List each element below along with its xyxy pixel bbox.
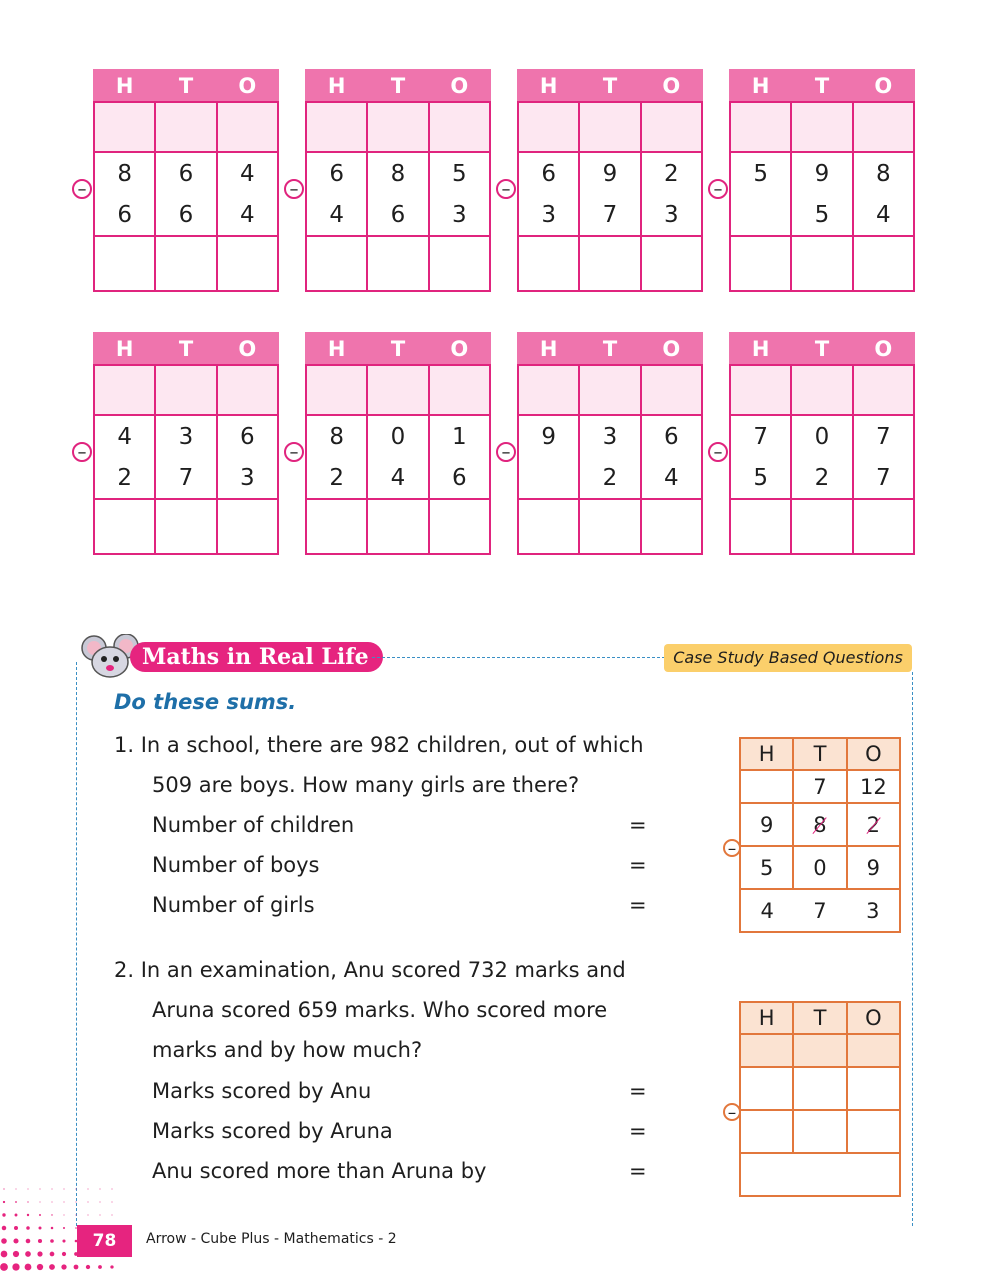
- col-header: O: [429, 333, 490, 365]
- dot: [64, 1189, 65, 1190]
- answer-cell: [730, 499, 791, 554]
- bottom-digit: 6: [94, 194, 155, 236]
- dot: [110, 1265, 113, 1268]
- section-title: Maths in Real Life: [130, 642, 383, 672]
- bottom-digit: 2: [791, 457, 852, 499]
- dot: [27, 1214, 29, 1216]
- dot: [51, 1214, 52, 1215]
- minus-sign-icon: –: [496, 179, 516, 199]
- carry-cell: [155, 365, 216, 415]
- answer-cell: [306, 499, 367, 554]
- answer-cell: [579, 499, 640, 554]
- struck-digit: 8: [813, 812, 827, 837]
- bottom-digit: 3: [217, 457, 278, 499]
- dot: [40, 1189, 41, 1190]
- dot: [15, 1214, 18, 1217]
- section-banner: [80, 638, 369, 674]
- dashed-border-right: [912, 672, 913, 1226]
- carry-cell: [518, 365, 579, 415]
- q2-row-label: Marks scored by Aruna: [152, 1119, 393, 1143]
- dot: [12, 1263, 19, 1270]
- instruction: Do these sums.: [114, 690, 297, 714]
- q2-line2: Aruna scored 659 marks. Who scored more: [152, 998, 608, 1022]
- dot: [39, 1214, 41, 1216]
- carry-cell: [730, 365, 791, 415]
- col-header: T: [155, 70, 216, 102]
- carry-cell: [847, 1034, 900, 1067]
- top-digit: 6: [217, 415, 278, 457]
- empty-cell: [793, 1067, 846, 1110]
- carry-cell: [429, 365, 490, 415]
- col-header: H: [306, 70, 367, 102]
- empty-cell: [847, 1110, 900, 1153]
- top-digit: 0: [791, 415, 852, 457]
- dot: [2, 1213, 5, 1216]
- carry-cell: [217, 365, 278, 415]
- col-header: H: [94, 333, 155, 365]
- hto-grid: [77, 332, 279, 555]
- answer-cell: [306, 236, 367, 291]
- dot: [1, 1238, 7, 1244]
- answer-cell: [155, 236, 216, 291]
- top-digit: 9: [791, 152, 852, 194]
- answer-cell: [367, 499, 428, 554]
- bottom-digit: 4: [641, 457, 702, 499]
- carry-cell: [579, 102, 640, 152]
- bottom-digit: 0: [793, 846, 846, 889]
- col-header: H: [518, 70, 579, 102]
- minus-sign-icon: –: [72, 442, 92, 462]
- answer-cell: [94, 499, 155, 554]
- q1-row-eq: =: [629, 893, 647, 917]
- col-header: H: [730, 333, 791, 365]
- bottom-digit: 9: [847, 846, 900, 889]
- q2-row-eq: =: [629, 1079, 647, 1103]
- answer-cell: [155, 499, 216, 554]
- carry-cell: [306, 365, 367, 415]
- col-header: O: [217, 333, 278, 365]
- top-digit: 8: [94, 152, 155, 194]
- col-header: H: [730, 70, 791, 102]
- answer-cell: [791, 236, 852, 291]
- carry-cell: [429, 102, 490, 152]
- col-header: H: [518, 333, 579, 365]
- q1-row-eq: =: [629, 853, 647, 877]
- dot: [76, 1189, 77, 1190]
- carry-cell: [740, 1034, 793, 1067]
- dot: [112, 1202, 113, 1203]
- hto-grid: [713, 332, 915, 555]
- answer-cell: [853, 236, 914, 291]
- carry-cell: [641, 102, 702, 152]
- col-header: T: [793, 1002, 846, 1034]
- dot: [14, 1226, 18, 1230]
- top-digit: 1: [429, 415, 490, 457]
- dot: [62, 1239, 65, 1242]
- dot: [64, 1215, 65, 1216]
- dot: [100, 1215, 101, 1216]
- carry-cell: 12: [847, 770, 900, 803]
- carry-cell: [94, 365, 155, 415]
- col-header: T: [367, 70, 428, 102]
- bottom-digit: 5: [791, 194, 852, 236]
- answer-cell: [641, 499, 702, 554]
- q1-row-label: Number of boys: [152, 853, 320, 877]
- carry-cell: [791, 102, 852, 152]
- col-header: T: [791, 70, 852, 102]
- dot: [50, 1252, 55, 1257]
- carry-cell: [579, 365, 640, 415]
- carry-cell: [94, 102, 155, 152]
- dot: [112, 1215, 113, 1216]
- top-digit: 5: [429, 152, 490, 194]
- answer-cell: [518, 499, 579, 554]
- answer-cell: [791, 499, 852, 554]
- col-header: O: [847, 1002, 900, 1034]
- dot: [76, 1202, 77, 1203]
- minus-sign-icon: –: [708, 179, 728, 199]
- col-header: T: [793, 738, 846, 770]
- top-digit: 5: [730, 152, 791, 194]
- answer-cell: [641, 236, 702, 291]
- bottom-digit: 7: [155, 457, 216, 499]
- empty-cell: [740, 1110, 793, 1153]
- dot: [76, 1215, 77, 1216]
- col-header: H: [306, 333, 367, 365]
- col-header: O: [641, 70, 702, 102]
- top-digit: 6: [518, 152, 579, 194]
- col-header: T: [791, 333, 852, 365]
- dot: [51, 1227, 54, 1230]
- top-digit: 9: [518, 415, 579, 457]
- hto-grid: [289, 69, 491, 292]
- carry-cell: [793, 1034, 846, 1067]
- q1-row-label: Number of girls: [152, 893, 315, 917]
- bottom-digit: 2: [94, 457, 155, 499]
- carry-cell: 7: [793, 770, 846, 803]
- dashed-border-top: [372, 657, 670, 658]
- carry-cell: [367, 365, 428, 415]
- q1-hto-table: [739, 737, 901, 933]
- dot: [52, 1202, 53, 1203]
- bottom-digit: [730, 194, 791, 236]
- dot: [26, 1239, 31, 1244]
- dot: [74, 1265, 79, 1270]
- top-digit: 6: [155, 152, 216, 194]
- carry-cell: [791, 365, 852, 415]
- answer-cell: [853, 499, 914, 554]
- top-digit: 8: [367, 152, 428, 194]
- top-digit: 8: [306, 415, 367, 457]
- dot: [28, 1189, 29, 1190]
- dot: [1, 1251, 8, 1258]
- answer-cell: [94, 236, 155, 291]
- hto-grid: [713, 69, 915, 292]
- dot: [49, 1264, 55, 1270]
- col-header: H: [740, 738, 793, 770]
- carry-cell: [853, 102, 914, 152]
- bottom-digit: 5: [740, 846, 793, 889]
- dot: [88, 1202, 89, 1203]
- dot: [0, 1263, 8, 1271]
- carry-cell: [730, 102, 791, 152]
- answer-cell: [217, 236, 278, 291]
- q1-row-eq: =: [629, 813, 647, 837]
- bottom-digit: 6: [429, 457, 490, 499]
- answer-cell: [518, 236, 579, 291]
- bottom-digit: 4: [306, 194, 367, 236]
- bottom-digit: 2: [306, 457, 367, 499]
- dot: [25, 1264, 32, 1271]
- dot: [64, 1202, 65, 1203]
- minus-sign-icon: –: [496, 442, 516, 462]
- answer-cell: [730, 236, 791, 291]
- bottom-digit: 4: [853, 194, 914, 236]
- col-header: O: [217, 70, 278, 102]
- bottom-digit: 4: [217, 194, 278, 236]
- minus-sign-icon: –: [708, 442, 728, 462]
- minus-sign-icon: –: [723, 839, 741, 857]
- bottom-digit: 7: [853, 457, 914, 499]
- minus-sign-icon: –: [72, 179, 92, 199]
- answer-cell: [429, 236, 490, 291]
- carry-cell: [641, 365, 702, 415]
- bottom-digit: 3: [518, 194, 579, 236]
- carry-cell: [740, 770, 793, 803]
- col-header: O: [853, 333, 914, 365]
- answer-cell: [217, 499, 278, 554]
- col-header: H: [740, 1002, 793, 1034]
- dot: [2, 1226, 7, 1231]
- top-digit: [847, 803, 900, 846]
- bottom-digit: 5: [730, 457, 791, 499]
- col-header: O: [429, 70, 490, 102]
- dot: [62, 1252, 66, 1256]
- hto-grid: [289, 332, 491, 555]
- col-header: O: [853, 70, 914, 102]
- answer-cell: [367, 236, 428, 291]
- dot: [38, 1239, 42, 1243]
- col-header: O: [847, 738, 900, 770]
- dot: [112, 1189, 113, 1190]
- dot: [37, 1264, 43, 1270]
- dot: [39, 1227, 42, 1230]
- top-digit: 4: [94, 415, 155, 457]
- minus-sign-icon: –: [284, 442, 304, 462]
- top-digit: 8: [853, 152, 914, 194]
- bottom-digit: 2: [579, 457, 640, 499]
- dot: [50, 1239, 54, 1243]
- q2-line1: 2. In an examination, Anu scored 732 marks and: [114, 958, 626, 982]
- struck-digit: 2: [866, 812, 881, 837]
- q2-row-label: Anu scored more than Aruna by: [152, 1159, 487, 1183]
- dot: [98, 1265, 102, 1269]
- hto-grid: [77, 69, 279, 292]
- col-header: T: [579, 70, 640, 102]
- answer-cell: [429, 499, 490, 554]
- page-number: 78: [77, 1225, 132, 1257]
- empty-cell: [847, 1067, 900, 1110]
- minus-sign-icon: –: [284, 179, 304, 199]
- q2-row-eq: =: [629, 1119, 647, 1143]
- top-digit: 9: [579, 152, 640, 194]
- dot: [88, 1189, 89, 1190]
- dot: [15, 1201, 17, 1203]
- top-digit: 6: [306, 152, 367, 194]
- dot: [37, 1251, 42, 1256]
- q2-row-eq: =: [629, 1159, 647, 1183]
- dot: [16, 1189, 17, 1190]
- answer-digit: 7: [793, 889, 846, 932]
- bottom-digit: [518, 457, 579, 499]
- dashed-border-left: [76, 662, 77, 1226]
- top-digit: 3: [155, 415, 216, 457]
- q2-row-label: Marks scored by Anu: [152, 1079, 372, 1103]
- top-digit: 6: [641, 415, 702, 457]
- col-header: T: [579, 333, 640, 365]
- top-digit: 7: [730, 415, 791, 457]
- top-digit: 3: [579, 415, 640, 457]
- q1-line1: 1. In a school, there are 982 children, out of which: [114, 733, 644, 757]
- dot: [25, 1251, 31, 1257]
- dot: [61, 1264, 66, 1269]
- hto-grid: [501, 69, 703, 292]
- dot: [27, 1201, 28, 1202]
- answer-digit: 3: [847, 889, 900, 932]
- carry-cell: [217, 102, 278, 152]
- q2-line3: marks and by how much?: [152, 1038, 423, 1062]
- bottom-digit: 3: [429, 194, 490, 236]
- empty-cell: [740, 1067, 793, 1110]
- q2-hto-table: [739, 1001, 901, 1197]
- empty-cell: [793, 1110, 846, 1153]
- bottom-digit: 7: [579, 194, 640, 236]
- minus-sign-icon: –: [723, 1103, 741, 1121]
- carry-cell: [853, 365, 914, 415]
- top-digit: 4: [217, 152, 278, 194]
- q1-line2: 509 are boys. How many girls are there?: [152, 773, 580, 797]
- top-digit: 0: [367, 415, 428, 457]
- top-digit: 7: [853, 415, 914, 457]
- dot: [100, 1189, 101, 1190]
- answer-digit: 4: [740, 889, 793, 932]
- case-study-tag: Case Study Based Questions: [664, 644, 912, 672]
- dot: [13, 1238, 18, 1243]
- hto-grid: [501, 332, 703, 555]
- dot: [26, 1226, 30, 1230]
- col-header: T: [367, 333, 428, 365]
- dot: [63, 1227, 65, 1229]
- col-header: H: [94, 70, 155, 102]
- bottom-digit: 6: [155, 194, 216, 236]
- top-digit: 9: [740, 803, 793, 846]
- dot: [3, 1188, 4, 1189]
- carry-cell: [306, 102, 367, 152]
- dot: [86, 1265, 90, 1269]
- col-header: O: [641, 333, 702, 365]
- dot: [100, 1202, 101, 1203]
- dot: [52, 1189, 53, 1190]
- answer-cell: [740, 1153, 900, 1196]
- dot: [40, 1202, 41, 1203]
- carry-cell: [155, 102, 216, 152]
- dot: [3, 1201, 5, 1203]
- bottom-digit: 4: [367, 457, 428, 499]
- dot: [13, 1251, 19, 1257]
- dot: [88, 1215, 89, 1216]
- top-digit: 2: [641, 152, 702, 194]
- carry-cell: [367, 102, 428, 152]
- col-header: T: [155, 333, 216, 365]
- answer-cell: [579, 236, 640, 291]
- bottom-digit: 6: [367, 194, 428, 236]
- carry-cell: [518, 102, 579, 152]
- top-digit: [793, 803, 846, 846]
- bottom-digit: 3: [641, 194, 702, 236]
- footer-book-title: Arrow - Cube Plus - Mathematics - 2: [146, 1231, 397, 1247]
- q1-row-label: Number of children: [152, 813, 355, 837]
